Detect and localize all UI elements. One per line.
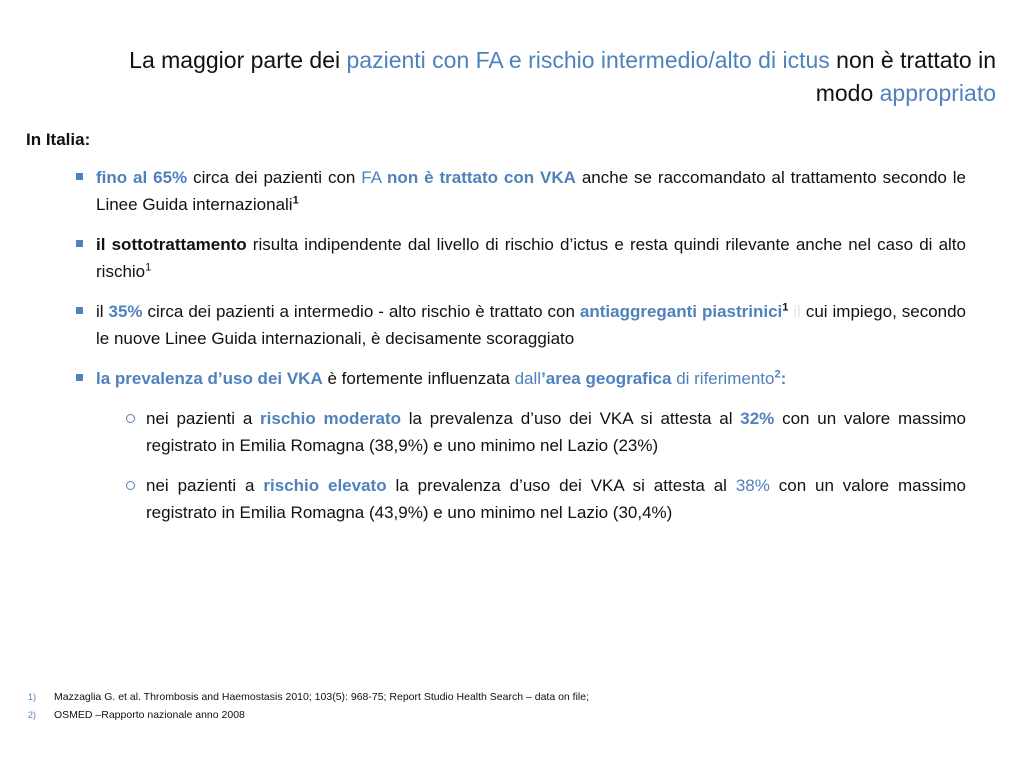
reference-text: OSMED –Rapporto nazionale anno 2008 bbox=[54, 709, 245, 721]
bullet-item bbox=[76, 365, 966, 392]
highlight: 35% bbox=[108, 302, 143, 321]
reference-number: 1) bbox=[28, 692, 37, 702]
footnote-ref: 1 bbox=[145, 261, 152, 274]
text: con un valore massimo registrato in Emilia Romagna (43,9%) e uno minimo nel Lazio (30,4%) bbox=[146, 476, 966, 522]
highlight: rischio moderato bbox=[260, 409, 402, 428]
reference-number: 2) bbox=[28, 710, 37, 720]
bullet-item bbox=[76, 298, 966, 352]
text: nei pazienti a bbox=[146, 476, 264, 495]
title-text: non è trattato in modo bbox=[815, 47, 996, 106]
highlight: FA bbox=[361, 168, 382, 187]
highlight: il sottotrattamento bbox=[96, 235, 247, 254]
highlight: fino al 65% bbox=[96, 168, 188, 187]
circle-bullet-icon bbox=[126, 414, 135, 423]
sub-bullet-item bbox=[126, 405, 966, 459]
highlight: non è trattato con VKA bbox=[387, 168, 576, 187]
text: circa dei pazienti con bbox=[187, 168, 362, 187]
text: il bbox=[96, 302, 109, 321]
highlight: 38% bbox=[735, 476, 770, 495]
section-label: In Italia: bbox=[26, 130, 91, 149]
square-bullet-icon bbox=[76, 173, 83, 180]
highlight: ’area geografica bbox=[541, 369, 672, 388]
highlight: la prevalenza d’uso dei VKA bbox=[96, 369, 323, 388]
text: con un valore massimo registrato in Emilia Romagna (38,9%) e uno minimo nel Lazio (23%) bbox=[146, 409, 966, 455]
circle-bullet-icon bbox=[126, 481, 135, 490]
faint-text: il bbox=[788, 302, 801, 321]
footnote-ref: 2 bbox=[774, 368, 781, 381]
square-bullet-icon bbox=[76, 374, 83, 381]
footnote-ref: 1 bbox=[292, 194, 299, 207]
text: nei pazienti a bbox=[146, 409, 261, 428]
highlight: rischio elevato bbox=[263, 476, 387, 495]
text: la prevalenza d’uso dei VKA si attesta al bbox=[401, 409, 741, 428]
text: circa dei pazienti a intermedio - alto rischio è trattato con bbox=[142, 302, 580, 321]
text: è fortemente influenzata bbox=[322, 369, 515, 388]
title-highlight: pazienti con FA e rischio intermedio/alto di ictus bbox=[346, 47, 830, 73]
highlight: : bbox=[780, 369, 787, 388]
highlight: di riferimento bbox=[671, 369, 775, 388]
footnote-ref: 1 bbox=[782, 301, 789, 314]
text: anche se raccomandato al trattamento secondo le Linee Guida internazionali bbox=[96, 168, 966, 214]
reference-item bbox=[28, 706, 589, 724]
title-highlight: appropriato bbox=[879, 80, 996, 106]
slide-title bbox=[120, 44, 996, 110]
bullet-item bbox=[76, 231, 966, 285]
reference-item bbox=[28, 688, 589, 706]
bullet-list bbox=[76, 164, 966, 539]
text: risulta indipendente dal livello di rischio d’ictus e resta quindi rilevante anche nel caso di alto rischio bbox=[96, 235, 966, 281]
text: cui impiego, secondo le nuove Linee Guida internazionali, è decisamente scoraggiato bbox=[96, 302, 967, 348]
highlight: antiaggreganti piastrinici bbox=[579, 302, 783, 321]
highlight: dall bbox=[514, 369, 542, 388]
reference-text: Mazzaglia G. et al. Thrombosis and Haemostasis 2010; 103(5): 968-75; Report Studio Health Search – data on file; bbox=[54, 691, 590, 703]
references bbox=[28, 688, 589, 724]
square-bullet-icon bbox=[76, 240, 83, 247]
bullet-item bbox=[76, 164, 966, 218]
highlight: 32% bbox=[740, 409, 775, 428]
text: la prevalenza d’uso dei VKA si attesta al bbox=[386, 476, 736, 495]
title-text: La maggior parte dei bbox=[129, 47, 347, 73]
square-bullet-icon bbox=[76, 307, 83, 314]
sub-bullet-item bbox=[126, 472, 966, 526]
